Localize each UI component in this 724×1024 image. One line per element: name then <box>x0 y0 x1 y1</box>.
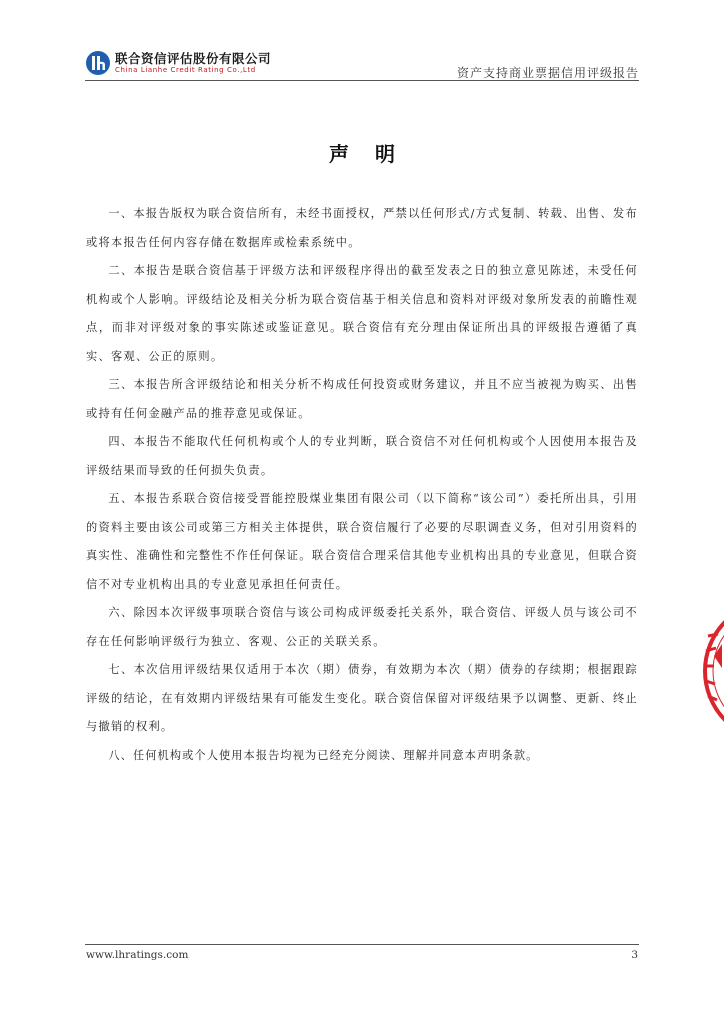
declaration-paragraph-8: 八、任何机构或个人使用本报告均视为已经充分阅读、理解并同意本声明条款。 <box>108 748 539 762</box>
footer-website-link[interactable]: www.lhratings.com <box>86 949 189 961</box>
page-number: 3 <box>631 949 638 961</box>
declaration-paragraph-1: 一、本报告版权为联合资信所有，未经书面授权，严禁以任何形式/方式复制、转载、出售、发布或将本报告任何内容存储在数据库或检索系统中。 <box>86 207 638 249</box>
company-logo-icon <box>85 50 111 76</box>
declaration-paragraph-2: 二、本报告是联合资信基于评级方法和评级程序得出的截至发表之日的独立意见陈述，未受任何机构或个人影响。评级结论及相关分析为联合资信基于相关信息和资料对评级对象所发表的前瞻性观点，而非对评级对象的事实陈述或鉴证意见。联合资信有充分理由保证所出具的评级报告遵循了真实、客观、公正的原则。 <box>86 264 638 363</box>
company-name-cn: 联合资信评估股份有限公司 <box>115 51 272 66</box>
footer-divider <box>85 944 639 945</box>
header-divider <box>85 80 639 81</box>
company-name-en: China Lianhe Credit Rating Co.,Ltd <box>115 66 256 74</box>
declaration-paragraph-6: 六、除因本次评级事项联合资信与该公司构成评级委托关系外，联合资信、评级人员与该公司不存在任何影响评级行为独立、客观、公正的关联关系。 <box>86 606 638 648</box>
report-type-title: 资产支持商业票据信用评级报告 <box>456 66 639 80</box>
company-seal-icon <box>700 596 724 746</box>
declaration-paragraph-7: 七、本次信用评级结果仅适用于本次（期）债券，有效期为本次（期）债券的存续期；根据跟踪评级的结论，在有效期内评级结果有可能发生变化。联合资信保留对评级结果予以调整、更新、终止与撤销的权利。 <box>86 663 638 733</box>
declaration-paragraph-3: 三、本报告所含评级结论和相关分析不构成任何投资或财务建议，并且不应当被视为购买、出售或持有任何金融产品的推荐意见或保证。 <box>86 378 638 420</box>
declaration-body <box>86 200 638 770</box>
page-title: 声明 <box>329 142 421 166</box>
declaration-paragraph-4: 四、本报告不能取代任何机构或个人的专业判断，联合资信不对任何机构或个人因使用本报告及评级结果而导致的任何损失负责。 <box>86 435 638 477</box>
declaration-paragraph-5: 五、本报告系联合资信接受晋能控股煤业集团有限公司（以下简称“该公司”）委托所出具，引用的资料主要由该公司或第三方相关主体提供，联合资信履行了必要的尽职调查义务，但对引用资料的真实性、准确性和完整性不作任何保证。联合资信合理采信其他专业机构出具的专业意见，但联合资信不对专业机构出具的专业意见承担任何责任。 <box>86 492 638 591</box>
